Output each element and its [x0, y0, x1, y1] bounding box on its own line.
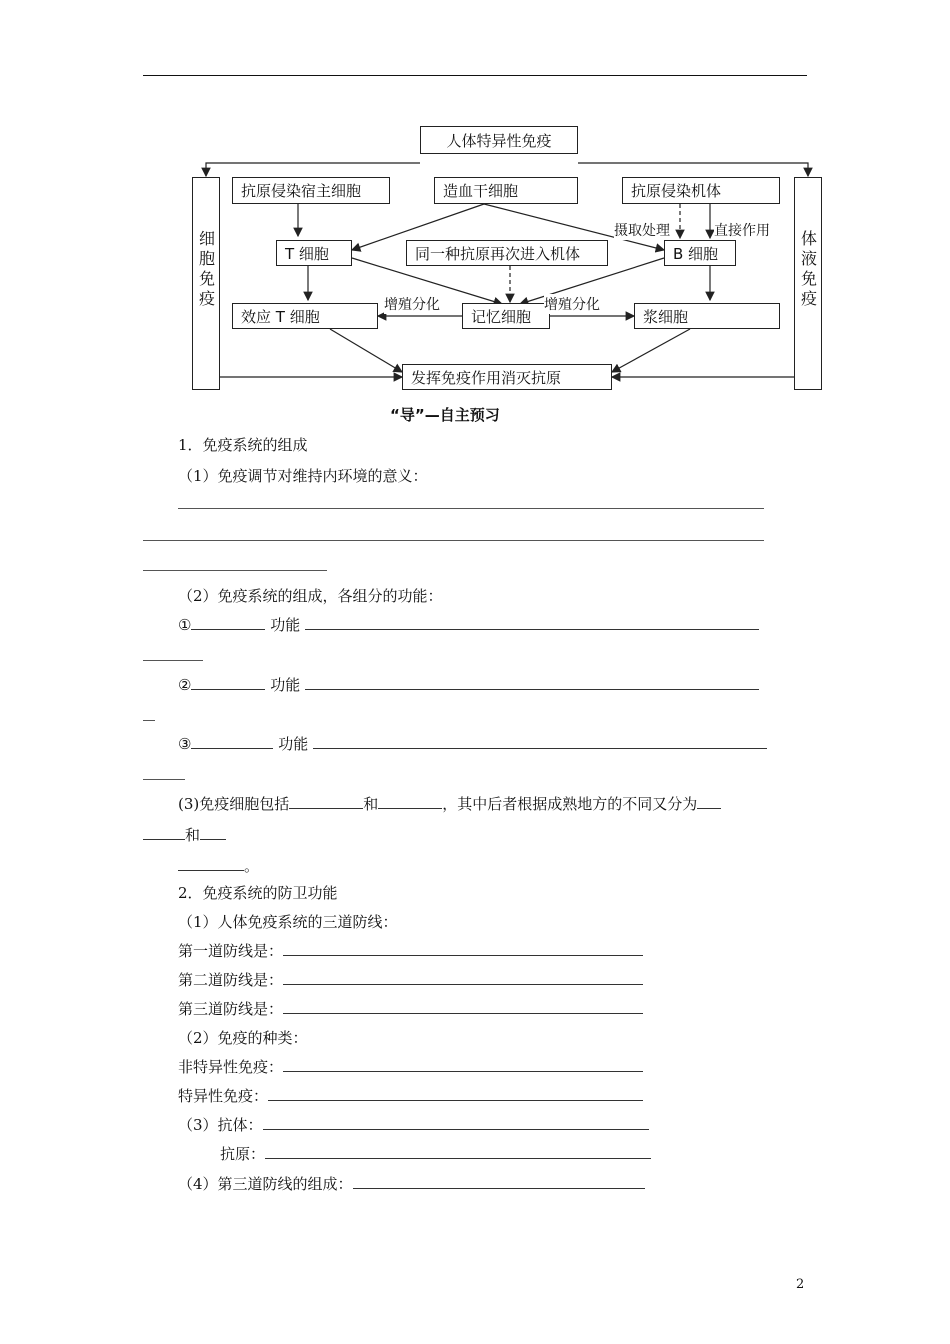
q2-s1: （1）人体免疫系统的三道防线：	[178, 913, 398, 931]
q1-title: 1．免疫系统的组成	[178, 436, 308, 454]
q2-line2: 第二道防线是：	[178, 969, 643, 990]
label-proliferate-right: 增殖分化	[544, 294, 600, 314]
blank-line	[143, 720, 155, 721]
blank-line	[143, 779, 185, 780]
answer-blank[interactable]	[305, 674, 759, 690]
box-antigen-body: 抗原侵染机体	[622, 177, 780, 204]
q2-specific: 特异性免疫：	[178, 1085, 643, 1106]
answer-blank[interactable]	[191, 614, 265, 630]
answer-blank[interactable]	[378, 793, 442, 809]
q1-item3: ③ 功能	[178, 733, 767, 754]
answer-blank[interactable]	[305, 614, 759, 630]
blank-line	[143, 660, 203, 661]
box-antigen-host-cell: 抗原侵染宿主细胞	[232, 177, 390, 204]
answer-blank[interactable]	[283, 1056, 643, 1072]
panel-humoral-immunity: 体液免疫	[794, 177, 822, 390]
answer-blank[interactable]	[191, 733, 273, 749]
label-uptake: 摄取处理	[614, 220, 670, 240]
label-direct: 直接作用	[714, 220, 770, 240]
section-title: “导”—自主预习	[390, 406, 500, 424]
immunity-diagram	[0, 0, 950, 400]
box-stem-cell: 造血干细胞	[434, 177, 578, 204]
blank-line	[143, 540, 764, 541]
q2-nonspecific: 非特异性免疫：	[178, 1056, 643, 1077]
box-effector-t-cell: 效应 T 细胞	[232, 303, 378, 329]
q2-s2: （2）免疫的种类：	[178, 1029, 308, 1047]
box-t-cell: T 细胞	[276, 240, 352, 266]
q1-s3-cont: 和	[143, 824, 226, 845]
q2-antigen: 抗原：	[220, 1143, 651, 1164]
answer-blank[interactable]	[283, 969, 643, 985]
q1-s1: （1）免疫调节对维持内环境的意义：	[178, 467, 428, 485]
answer-blank[interactable]	[265, 1143, 651, 1159]
answer-blank[interactable]	[313, 733, 767, 749]
blank-line	[178, 508, 764, 509]
box-b-cell: B 细胞	[664, 240, 736, 266]
answer-blank[interactable]	[143, 824, 185, 840]
q2-line3: 第三道防线是：	[178, 998, 643, 1019]
box-same-antigen: 同一种抗原再次进入机体	[406, 240, 608, 266]
q2-line1: 第一道防线是：	[178, 940, 643, 961]
answer-blank[interactable]	[353, 1173, 645, 1189]
page-number: 2	[796, 1277, 805, 1292]
panel-cellular-immunity: 细胞免疫	[192, 177, 220, 390]
q1-item1: ① 功能	[178, 614, 759, 635]
label-proliferate-left: 增殖分化	[384, 294, 440, 314]
q1-s3-end: 。	[178, 855, 259, 876]
q2-s4: （4）第三道防线的组成：	[178, 1173, 645, 1194]
answer-blank[interactable]	[200, 824, 226, 840]
answer-blank[interactable]	[283, 940, 643, 956]
answer-blank[interactable]	[697, 793, 721, 809]
q2-s3: （3）抗体：	[178, 1114, 649, 1135]
box-result: 发挥免疫作用消灭抗原	[402, 364, 612, 390]
answer-blank[interactable]	[268, 1085, 643, 1101]
box-plasma-cell: 浆细胞	[634, 303, 780, 329]
q2-title: 2．免疫系统的防卫功能	[178, 884, 338, 902]
box-specific-immunity: 人体特异性免疫	[420, 126, 578, 154]
answer-blank[interactable]	[178, 855, 244, 871]
blank-line	[143, 570, 327, 571]
q1-s2: （2）免疫系统的组成，各组分的功能：	[178, 587, 443, 605]
q1-s3: (3)免疫细胞包括 和 ，其中后者根据成熟地方的不同又分为	[178, 793, 721, 814]
answer-blank[interactable]	[283, 998, 643, 1014]
answer-blank[interactable]	[263, 1114, 649, 1130]
answer-blank[interactable]	[191, 674, 265, 690]
q1-item2: ② 功能	[178, 674, 759, 695]
box-memory-cell: 记忆细胞	[462, 303, 550, 329]
answer-blank[interactable]	[289, 793, 363, 809]
